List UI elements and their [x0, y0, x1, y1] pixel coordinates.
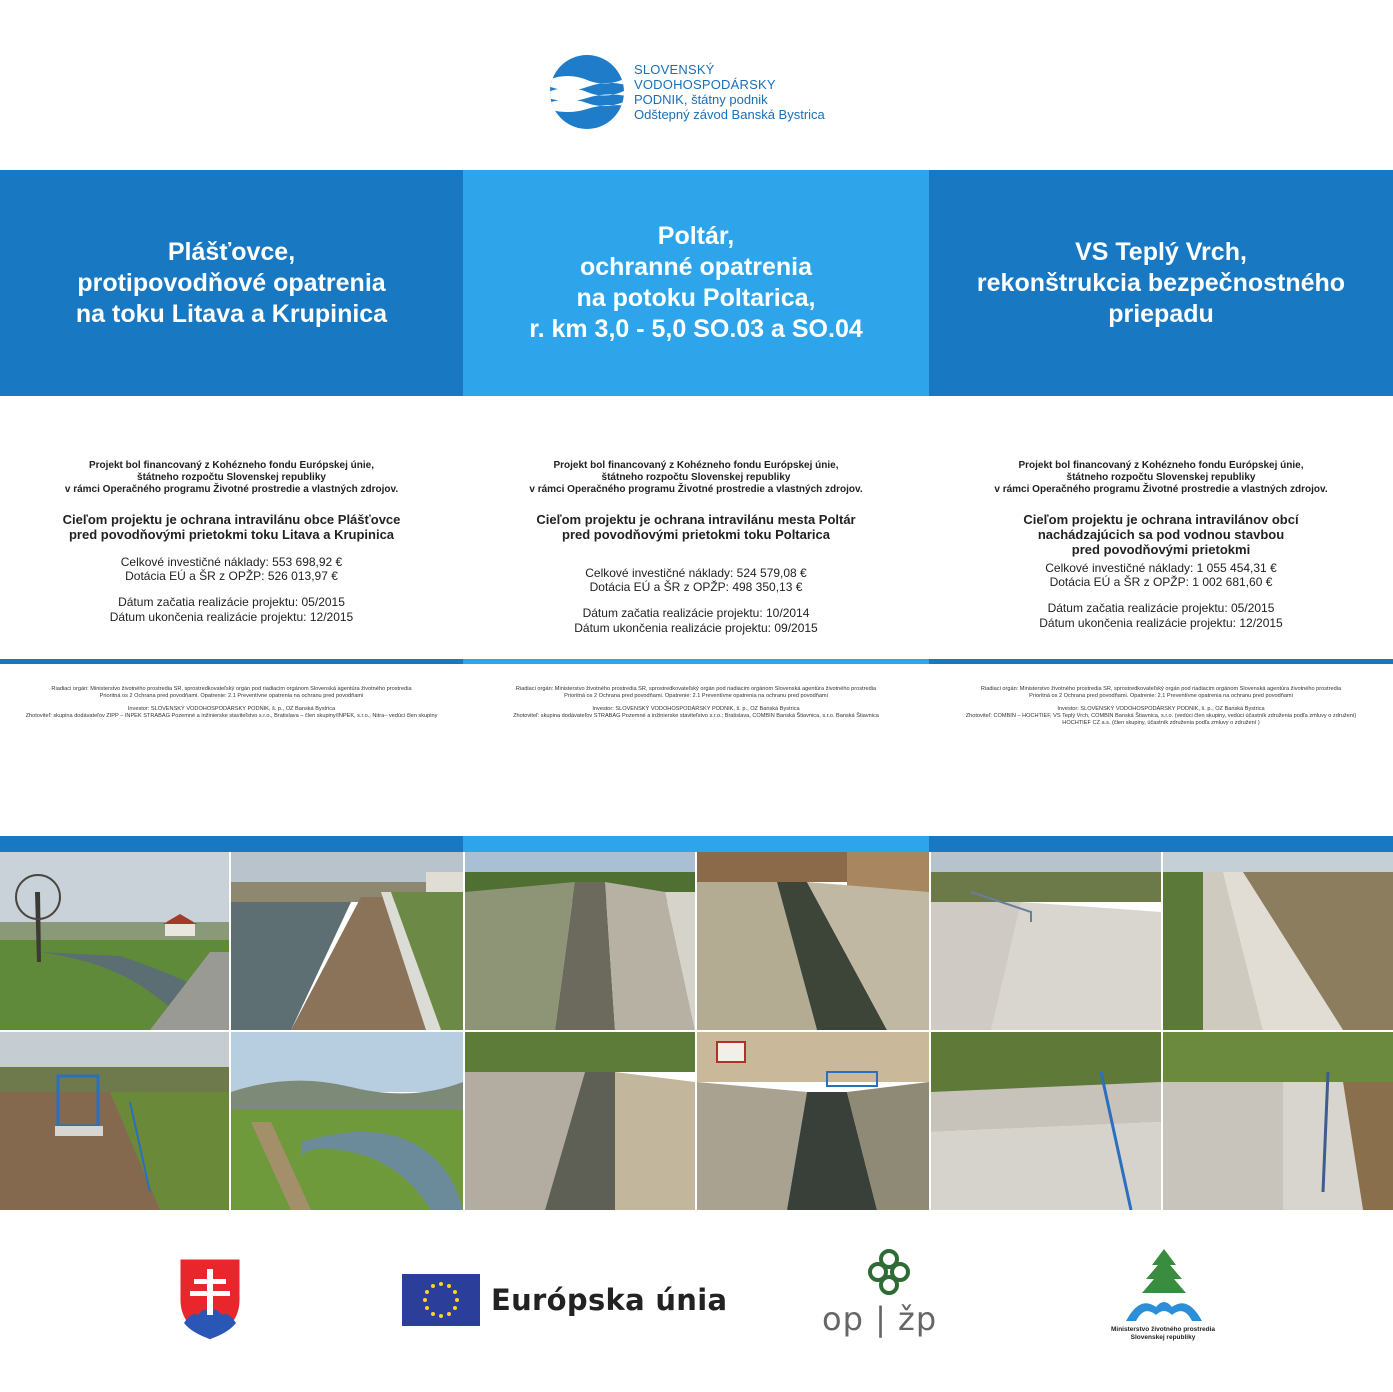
goal-line: Cieľom projektu je ochrana intravilánu obce Plášťovce — [62, 512, 401, 527]
funding-line: štátneho rozpočtu Slovenskej republiky — [601, 472, 791, 483]
start-date: Dátum začatia realizácie projektu: 05/2015 — [1047, 601, 1275, 615]
fine-print-poltar — [463, 686, 929, 720]
subsidy: Dotácia EÚ a ŠR z OPŽP: 526 013,97 € — [125, 569, 338, 583]
svp-wave-emblem-icon — [548, 54, 626, 130]
funding-statement — [463, 460, 929, 496]
title-line: rekonštrukcia bezpečnostného — [976, 268, 1346, 297]
start-date: Dátum začatia realizácie projektu: 05/2015 — [118, 595, 345, 609]
total-cost: Celkové investičné náklady: 553 698,92 € — [120, 555, 343, 569]
fine-line: Investor: SLOVENSKÝ VODOHOSPODÁRSKY PODNIK, š. p., OZ Banská Bystrica — [592, 706, 800, 712]
fine-line: Riadiaci orgán: Ministerstvo životného prostredia SR, sprostredkovateľský orgán pod riadiacim orgánom Slovenská agentúra životného prostredia — [980, 686, 1342, 692]
title-line: VS Teplý Vrch, — [1075, 237, 1247, 266]
fine-line: Zhotoviteľ: COMBIN – HOCHTIEF, VS Teplý Vrch, COMBIN Banská Štiavnica, s.r.o. (vedúci člen skupiny, vedúci účastník združenia podľa zmluvy o združení) — [965, 713, 1357, 719]
project-goal — [463, 512, 929, 542]
project-info-teply-vrch — [929, 460, 1393, 631]
title-line: na toku Litava a Krupinica — [75, 299, 388, 328]
svp-org-name — [634, 62, 825, 122]
divider — [0, 659, 463, 664]
fine-print-teply-vrch — [929, 686, 1393, 727]
funding-line: Projekt bol financovaný z Kohézneho fondu Európskej únie, — [553, 460, 839, 471]
title-line: priepadu — [1108, 299, 1214, 328]
photo-plastovce-channel-wall — [231, 852, 463, 1030]
project-title-plastovce — [0, 170, 463, 396]
end-date: Dátum ukončenia realizácie projektu: 12/2015 — [109, 610, 354, 624]
funding-line: v rámci Operačného programu Životné prostredie a vlastných zdrojov. — [994, 484, 1328, 495]
funding-line: v rámci Operačného programu Životné prostredie a vlastných zdrojov. — [529, 484, 863, 495]
opzp-clover-icon — [861, 1248, 917, 1298]
subsidy: Dotácia EÚ a ŠR z OPŽP: 498 350,13 € — [589, 580, 803, 594]
photo-poltar-channel-1 — [465, 852, 695, 1030]
goal-line: pred povodňovými prietokmi toku Poltarica — [562, 527, 830, 542]
photo-teply-vrch-spillway-3 — [931, 1032, 1161, 1210]
photo-plastovce-sluice — [0, 1032, 229, 1210]
photo-strip-bar — [0, 836, 463, 852]
divider — [929, 659, 1393, 664]
photo-poltar-channel-2 — [697, 852, 929, 1030]
svp-logo — [548, 54, 825, 130]
project-dates — [463, 606, 929, 636]
total-cost: Celkové investičné náklady: 1 055 454,31 € — [1045, 561, 1277, 575]
photo-plastovce-river-view — [231, 1032, 463, 1210]
funding-line: štátneho rozpočtu Slovenskej republiky — [137, 472, 326, 483]
fine-line: HOCHTIEF CZ a.s. (člen skupiny, účastník združenia podľa zmluvy o združení ) — [1062, 720, 1260, 726]
goal-line: pred povodňovými prietokmi toku Litava a Krupinica — [68, 527, 395, 542]
project-title-teply-vrch — [929, 170, 1393, 396]
divider — [463, 659, 929, 664]
funding-line: štátneho rozpočtu Slovenskej republiky — [1066, 472, 1256, 483]
subsidy: Dotácia EÚ a ŠR z OPŽP: 1 002 681,60 € — [1049, 575, 1273, 589]
project-dates — [929, 601, 1393, 631]
photo-strip-bar — [463, 836, 929, 852]
project-costs — [929, 561, 1393, 589]
title-line: Plášťovce, — [167, 237, 296, 266]
photo-strip-bar — [929, 836, 1393, 852]
funding-statement — [0, 460, 463, 496]
ministry-environment-logo-icon — [1122, 1247, 1206, 1325]
fine-line: Prioritná os 2 Ochrana pred povodňami. Opatrenie: 2.1 Preventívne opatrenia na ochranu pred povodňami — [1029, 693, 1293, 699]
org-line: VODOHOSPODÁRSKY — [634, 77, 776, 92]
ministry-line: Ministerstvo životného prostredia — [1110, 1326, 1216, 1333]
goal-line: Cieľom projektu je ochrana intravilánu mesta Poltár — [536, 512, 856, 527]
project-goal — [929, 512, 1393, 557]
funding-line: Projekt bol financovaný z Kohézneho fondu Európskej únie, — [88, 460, 375, 471]
fine-line: Prioritná os 2 Ochrana pred povodňami. Opatrenie: 2.1 Preventívne opatrenia na ochranu pred povodňami — [564, 693, 828, 699]
title-line: ochranné opatrenia — [579, 253, 812, 281]
title-line: protipovodňové opatrenia — [77, 268, 386, 297]
start-date: Dátum začatia realizácie projektu: 10/2014 — [582, 606, 810, 620]
fine-line: Investor: SLOVENSKÝ VODOHOSPODÁRSKY PODNIK, š. p., OZ Banská Bystrica — [127, 706, 336, 712]
photo-teply-vrch-spillway-1 — [931, 852, 1161, 1030]
fine-line: Prioritná os 2 Ochrana pred povodňami. Opatrenie: 2.1 Preventívne opatrenia na ochranu pred povodňami — [99, 693, 364, 699]
end-date: Dátum ukončenia realizácie projektu: 09/2015 — [574, 621, 818, 635]
org-line: Odštepný závod Banská Bystrica — [634, 107, 825, 122]
eu-label: Európska únia — [491, 1283, 728, 1317]
goal-line: pred povodňovými prietokmi — [1071, 542, 1251, 557]
photo-teply-vrch-spillway-4 — [1163, 1032, 1393, 1210]
photo-poltar-channel-4 — [697, 1032, 929, 1210]
photo-plastovce-river-bend — [0, 852, 229, 1030]
ministry-line: Slovenskej republiky — [1130, 1334, 1196, 1341]
project-info-poltar — [463, 460, 929, 636]
org-line: PODNIK, štátny podnik — [634, 92, 768, 107]
goal-line: Cieľom projektu je ochrana intravilánov obcí — [1023, 512, 1299, 527]
title-line: Poltár, — [657, 222, 735, 250]
ministry-label — [1103, 1326, 1223, 1342]
project-goal — [0, 512, 463, 542]
photo-poltar-channel-3 — [465, 1032, 695, 1210]
opzp-label: op | žp — [822, 1300, 938, 1338]
fine-line: Investor: SLOVENSKÝ VODOHOSPODÁRSKY PODNIK, š. p., OZ Banská Bystrica — [1057, 706, 1265, 712]
fine-line: Riadiaci orgán: Ministerstvo životného prostredia SR, sprostredkovateľský orgán pod riadiacim orgánom Slovenská agentúra životného prostredia — [51, 686, 412, 692]
fine-line: Riadiaci orgán: Ministerstvo životného prostredia SR, sprostredkovateľský orgán pod riadiacim orgánom Slovenská agentúra životného prostredia — [515, 686, 877, 692]
eu-flag-icon — [402, 1274, 480, 1326]
title-line: r. km 3,0 - 5,0 SO.03 a SO.04 — [529, 315, 863, 343]
funding-line: v rámci Operačného programu Životné prostredie a vlastných zdrojov. — [64, 484, 399, 495]
project-title-poltar — [463, 170, 929, 396]
fine-line: Zhotoviteľ: skupina dodávateľov STRABAG Pozemné a inžinierske staviteľstvo s.r.o.; Bratislava, COMBIN Banská Štiavnica, s.r.o. Banská Štiavnica — [513, 713, 879, 719]
funding-line: Projekt bol financovaný z Kohézneho fondu Európskej únie, — [1018, 460, 1304, 471]
project-costs — [0, 555, 463, 583]
title-line: na potoku Poltarica, — [576, 284, 816, 312]
goal-line: nachádzajúcich sa pod vodnou stavbou — [1037, 527, 1285, 542]
fine-print-plastovce — [0, 686, 463, 720]
slovak-coat-of-arms-icon — [176, 1255, 244, 1343]
project-info-plastovce — [0, 460, 463, 625]
project-costs — [463, 566, 929, 594]
end-date: Dátum ukončenia realizácie projektu: 12/2015 — [1039, 616, 1283, 630]
photo-teply-vrch-spillway-2 — [1163, 852, 1393, 1030]
project-dates — [0, 595, 463, 625]
fine-line: Zhotoviteľ: skupina dodávateľov ZIPP – INPEK STRABAG Pozemné a inžinierske staviteľstvo s.r.o., Bratislava – člen skupiny/INPEK, s.r.o., Nitra– vedúci člen skupiny — [25, 713, 438, 719]
total-cost: Celkové investičné náklady: 524 579,08 € — [585, 566, 807, 580]
org-line: SLOVENSKÝ — [634, 62, 715, 77]
funding-statement — [929, 460, 1393, 496]
